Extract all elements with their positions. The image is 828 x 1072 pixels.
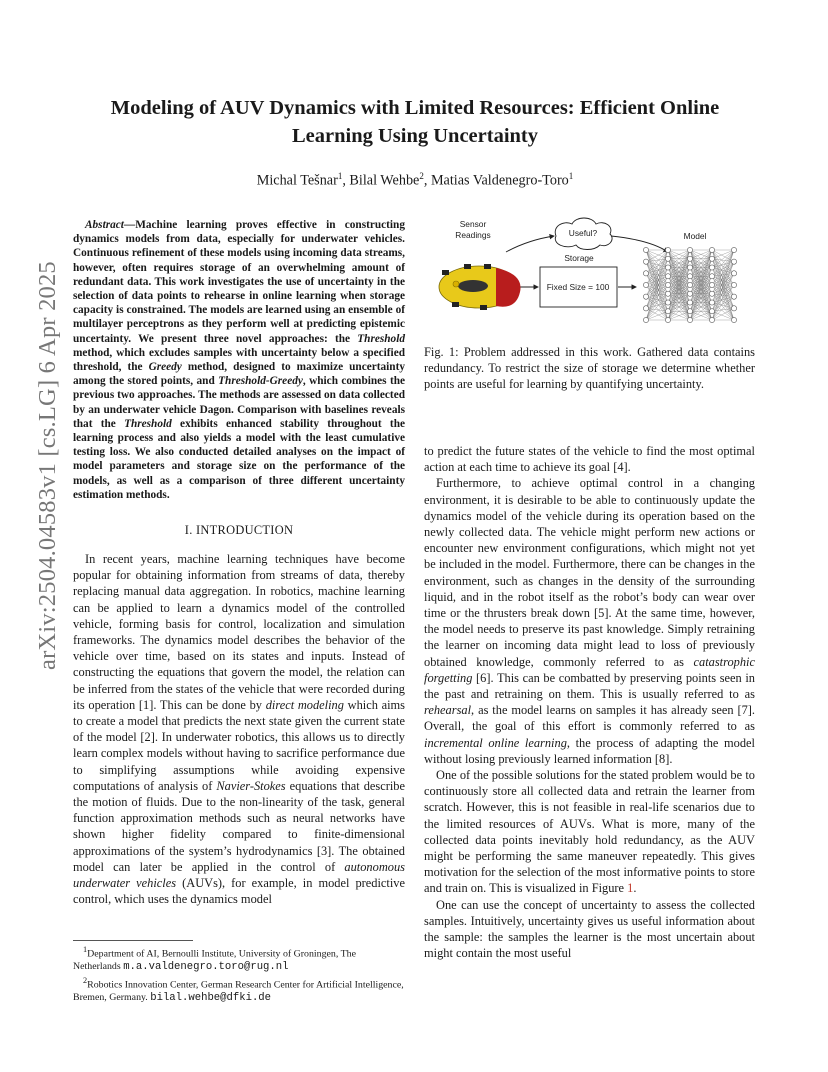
footnotes <box>73 940 405 1007</box>
footnote: $^2$Robotics Innovation Center, German Research Center for Artificial Intelligence, Bremen, Germany. bilal.wehbe@dfki.de <box>73 976 404 1005</box>
network-node <box>709 309 714 314</box>
network-node <box>731 271 736 276</box>
cloud-label: Useful? <box>568 228 598 238</box>
figure-1 <box>424 214 755 332</box>
neural-network-icon <box>643 247 736 322</box>
sensor-label: Readings <box>455 230 491 240</box>
network-node <box>709 256 714 261</box>
author-affiliation-mark: 1 <box>337 171 343 181</box>
network-node <box>687 309 692 314</box>
method-name: Threshold <box>357 332 405 345</box>
abstract-text: method, which excludes samples with uncertainty below a specified threshold, the <box>73 346 405 374</box>
network-node <box>643 259 648 264</box>
network-node <box>643 294 648 299</box>
footnote-rule <box>73 940 193 941</box>
paper-title <box>72 94 758 150</box>
figure-reference-link[interactable]: 1 <box>627 881 634 896</box>
network-node <box>665 256 670 261</box>
model-label: Model <box>683 231 707 241</box>
figure-diagram <box>424 214 755 332</box>
arxiv-sidebar <box>14 261 61 670</box>
network-node <box>709 317 714 322</box>
email-address: m.a.valdenegro.toro@rug.nl <box>123 960 289 973</box>
network-node <box>643 306 648 311</box>
network-node <box>709 274 714 279</box>
author-list: Michal Tešnar$^1$, Bilal Wehbe$^2$, Matias Valdenegro-Toro$^1$ <box>256 171 574 189</box>
network-node <box>709 265 714 270</box>
paragraph: to predict the future states of the vehicle to find the most optimal action at each time to achieve its goal [4]. <box>424 444 755 475</box>
network-node <box>665 265 670 270</box>
method-name: Threshold-Greedy <box>218 375 303 388</box>
abstract-text: Machine learning proves effective in constructing dynamics models from data, especially for underwater vehicles. Continuous refinement of these models using incoming data streams, however, often requires storage of an overwhelming amount of redundant data. This work investigates the use of uncertainty in the selection of data points to rehearse in online learning when storage capacity is constrained. The models are learned using an ensemble of multilayer perceptrons as they perform well at predicting epistemic uncertainty. We present three novel approaches: the <box>73 219 405 345</box>
paragraph: Furthermore, to achieve optimal control in a changing environment, it is desirable to be able to continuously update the dynamics model of the vehicle during its operation based on the newly collected data. The vehicle might perform new actions or encounter new environment configurations, which might not yet be included in the model. Furthermore, there can be changes in the environment, such as changes in the density of the surrounding liquid, and in the robot itself as the robot’s body can wear over time or the thrusters break down [5]. At the same time, however, the model needs to preserve its past knowledge. Simply retraining the learner on incoming data might lead to loss of previously obtained knowledge, commonly referred to as catastrophic forgetting [6]. This can be combatted by preserving points seen in the past and retraining on them. This is usually referred to as rehearsal, as the model learns on samples it has already seen [7]. Overall, the goal of this effort is commonly referred to as incremental online learning, the process of adapting the model without losing previously learned information [8]. <box>424 476 755 766</box>
abstract <box>73 218 405 502</box>
author-affiliation-mark: 2 <box>419 171 424 181</box>
paragraph: In recent years, machine learning techniques have become popular for obtaining information from streams of data, thereby replacing manual data aggregation. In robotics, machine learning can be applied to learn a dynamics model of the controlled vehicle, forming basis for control, localization and simulation frameworks. The dynamics model describes the behavior of the vehicle over time, based on its states and inputs. Instead of constructing the equations that govern the model, the relation can be inferred from the states of the vehicle that were recorded during its operation [1]. This can be done by direct modeling which aims to create a model that predicts the next state given the current state of the model [2]. In underwater robotics, this allows us to directly learn complex models without having to sacrifice performance due to simplifying assumptions while avoiding expensive computations of analysis of Navier-Stokes equations that describe the motion of fluids. Due to the non-linearity of the task, general function approximation methods such as neural networks have shown higher fidelity compared to finite-dimensional approximations of the system’s hydrodynamics [3]. The obtained model can later be applied in the control of autonomous underwater vehicles (AUVs), for example, in model predictive control, which uses the dynamics model <box>73 552 406 907</box>
arxiv-identifier: arXiv:2504.04583v1 [cs.LG] 6 Apr 2025 <box>34 261 61 670</box>
network-node <box>709 282 714 287</box>
caption-text: Problem addressed in this work. Gathered data contains redundancy. To restrict the size of storage we determine whether points are useful for learning by quantifying uncertainty. <box>424 345 755 392</box>
network-node <box>687 256 692 261</box>
title-line-1: Modeling of AUV Dynamics with Limited Resources: Efficient Online <box>110 97 720 119</box>
network-node <box>709 291 714 296</box>
figure-caption <box>424 344 755 393</box>
network-node <box>687 274 692 279</box>
abstract-text: exhibits enhanced stability throughout the learning process and also yields a model with the least cumulative testing loss. We also conducted detailed analyses on the impact of model parameters and storage size on the performance of the models, as well as a comparison of three different uncertainty estimation methods. <box>73 417 405 501</box>
network-node <box>665 274 670 279</box>
paragraph: One of the possible solutions for the stated problem would be to continuously store all collected data and retrain the learner from scratch. However, this is not feasible in real-life scenarios due to the limited resources of AUVs. What is more, many of the collected data points inevitably hold redundancy, as the AUV might be performing the same maneuver repeatedly. This gives motivation for the selection of the most informative points to store and train on. This is visualized in Figure 1. <box>424 768 755 896</box>
author-name: Bilal Wehbe <box>349 172 420 189</box>
abstract-lead: Abstract <box>85 219 124 231</box>
auv-vehicle-image <box>439 264 521 310</box>
network-node <box>687 291 692 296</box>
emphasis: autonomous underwater vehicles <box>73 859 405 891</box>
method-name: Threshold <box>124 417 172 430</box>
title-line-2: Learning Using Uncertainty <box>292 125 538 147</box>
method-name: Greedy <box>148 361 182 374</box>
abstract-text: method, designed to maximize uncertainty among the stored points, and <box>73 361 405 388</box>
network-node <box>643 282 648 287</box>
abstract-text: , which combines the previous two approaches. The methods are assessed on data collected by an underwater vehicle Dagon. Comparison with baselines reveals that the <box>73 375 406 430</box>
author-name: Michal Tešnar <box>256 172 338 189</box>
footnote: $^1$Department of AI, Bernoulli Institute, University of Groningen, The Netherlands m.a.valdenegro.toro@rug.nl <box>73 945 356 973</box>
paragraph: One can use the concept of uncertainty to assess the collected samples. Intuitively, uncertainty gives us useful information about the sample: the samples the learner is the most uncertain about might contain the most useful <box>424 897 755 961</box>
network-node <box>731 306 736 311</box>
right-column-text <box>424 443 755 962</box>
email-address: bilal.wehbe@dfki.de <box>150 992 272 1005</box>
emphasis: rehearsal <box>424 703 472 718</box>
network-node <box>643 247 648 252</box>
emphasis: catastrophic forgetting <box>424 654 755 685</box>
network-node <box>731 259 736 264</box>
network-node <box>643 271 648 276</box>
emphasis: incremental online learning <box>424 735 567 750</box>
arrow-to-cloud <box>506 236 554 252</box>
network-node <box>665 247 670 252</box>
abstract-dash: — <box>123 219 136 231</box>
arrow-to-model <box>611 236 668 252</box>
network-node <box>731 282 736 287</box>
network-node <box>687 282 692 287</box>
network-node <box>665 309 670 314</box>
network-node <box>687 265 692 270</box>
sensor-label: Sensor <box>459 219 487 229</box>
network-node <box>665 282 670 287</box>
network-node <box>687 300 692 305</box>
network-node <box>731 317 736 322</box>
network-node <box>665 317 670 322</box>
network-node <box>687 247 692 252</box>
network-node <box>643 317 648 322</box>
storage-label: Storage <box>564 253 594 263</box>
author-affiliation-mark: 1 <box>568 171 574 181</box>
storage-size: Fixed Size = 100 <box>546 282 610 292</box>
emphasis: Navier-Stokes <box>216 778 286 793</box>
emphasis: direct modeling <box>265 697 344 712</box>
author-name: Matias Valdenegro-Toro <box>430 172 569 189</box>
network-node <box>709 247 714 252</box>
network-node <box>731 294 736 299</box>
network-node <box>687 317 692 322</box>
network-node <box>665 291 670 296</box>
network-node <box>665 300 670 305</box>
uncertainty-cloud <box>555 218 612 250</box>
section-heading: I. INTRODUCTION <box>184 523 294 537</box>
network-node <box>731 247 736 252</box>
caption-label: Fig. 1: <box>424 345 459 359</box>
introduction-text <box>73 551 405 907</box>
network-node <box>709 300 714 305</box>
